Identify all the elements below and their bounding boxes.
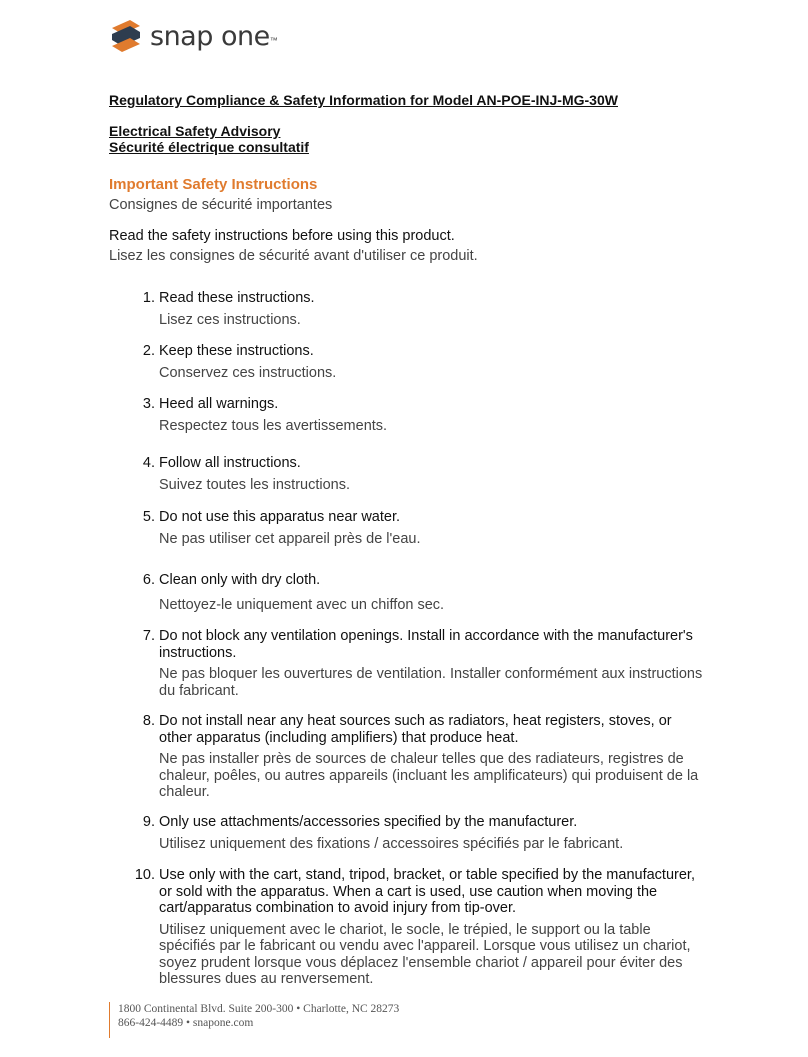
advisory-block (109, 123, 709, 155)
logo-trademark: ™ (269, 35, 278, 45)
item-text-en: Do not install near any heat sources such as radiators, heat registers, stoves, or other apparatus (including amplifiers) that produce heat. (159, 713, 672, 746)
item-text-fr: Ne pas installer près de sources de chaleur telles que des radiateurs, registres de chaleur, poêles, ou autres appareils (incluant les amplificateurs) qui produisent de la chaleur. (159, 751, 699, 800)
item-text-en: Clean only with dry cloth. (159, 572, 321, 588)
item-number: 4. (142, 455, 155, 471)
snap-one-logo (108, 16, 278, 56)
item-number: 7. (142, 628, 155, 644)
footer-address-line: 1800 Continental Blvd. Suite 200-300 • Charlotte, NC 28273 (118, 1003, 400, 1015)
item-number: 6. (142, 572, 155, 588)
item-text-en: Do not block any ventilation openings. Install in accordance with the manufacturer's instructions. (159, 628, 693, 661)
safety-heading-fr: Consignes de sécurité importantes (109, 197, 333, 213)
read-instructions-en: Read the safety instructions before using this product. (109, 228, 455, 244)
item-text-en: Read these instructions. (159, 290, 315, 306)
item-text-fr: Ne pas bloquer les ouvertures de ventilation. Installer conformément aux instructions du fabricant. (159, 666, 703, 699)
item-number: 9. (142, 814, 155, 830)
snap-one-logo-icon (108, 18, 144, 54)
item-text-en: Do not use this apparatus near water. (159, 509, 401, 525)
document-title: Regulatory Compliance & Safety Information for Model AN-POE-INJ-MG-30W (109, 92, 618, 108)
item-text-fr: Respectez tous les avertissements. (159, 417, 388, 434)
item-text-fr: Nettoyez-le uniquement avec un chiffon sec. (159, 596, 445, 613)
advisory-title-en: Electrical Safety Advisory (109, 123, 281, 139)
item-number: 8. (142, 713, 155, 729)
footer-contact-line: 866-424-4489 • snapone.com (118, 1017, 254, 1029)
item-text-fr: Lisez ces instructions. (159, 311, 301, 328)
item-text-fr: Ne pas utiliser cet appareil près de l'eau. (159, 530, 421, 547)
read-instructions-fr: Lisez les consignes de sécurité avant d'utiliser ce produit. (109, 248, 478, 264)
logo-wordmark: snap one (150, 20, 270, 52)
item-text-en: Follow all instructions. (159, 455, 301, 471)
item-text-fr: Utilisez uniquement avec le chariot, le socle, le trépied, le support ou la table spécifiés par le fabricant ou vendu avec l'appareil. Lorsque vous utilisez un chariot, soyez prudent lorsque vous déplacez l'ensemble chariot / appareil pour éviter des blessures dues au renversement. (159, 921, 691, 987)
footer-address (109, 1002, 399, 1038)
document-body (109, 92, 709, 264)
item-number: 3. (142, 396, 155, 412)
item-text-en: Only use attachments/accessories specified by the manufacturer. (159, 814, 578, 830)
advisory-title-fr: Sécurité électrique consultatif (109, 139, 309, 155)
safety-heading-en: Important Safety Instructions (109, 176, 318, 193)
item-number: 5. (142, 509, 155, 525)
item-number: 10. (134, 867, 155, 883)
item-text-fr: Utilisez uniquement des fixations / accessoires spécifiés par le fabricant. (159, 835, 624, 852)
item-text-en: Keep these instructions. (159, 343, 314, 359)
item-text-fr: Suivez toutes les instructions. (159, 476, 351, 493)
item-text-en: Heed all warnings. (159, 396, 279, 412)
item-number: 2. (142, 343, 155, 359)
item-number: 1. (142, 290, 155, 306)
item-text-en: Use only with the cart, stand, tripod, bracket, or table specified by the manufacturer, or sold with the apparatus. When a cart is used, use caution when moving the cart/apparatus combination to avoid injury from tip-over. (159, 867, 695, 916)
item-text-fr: Conservez ces instructions. (159, 364, 337, 381)
